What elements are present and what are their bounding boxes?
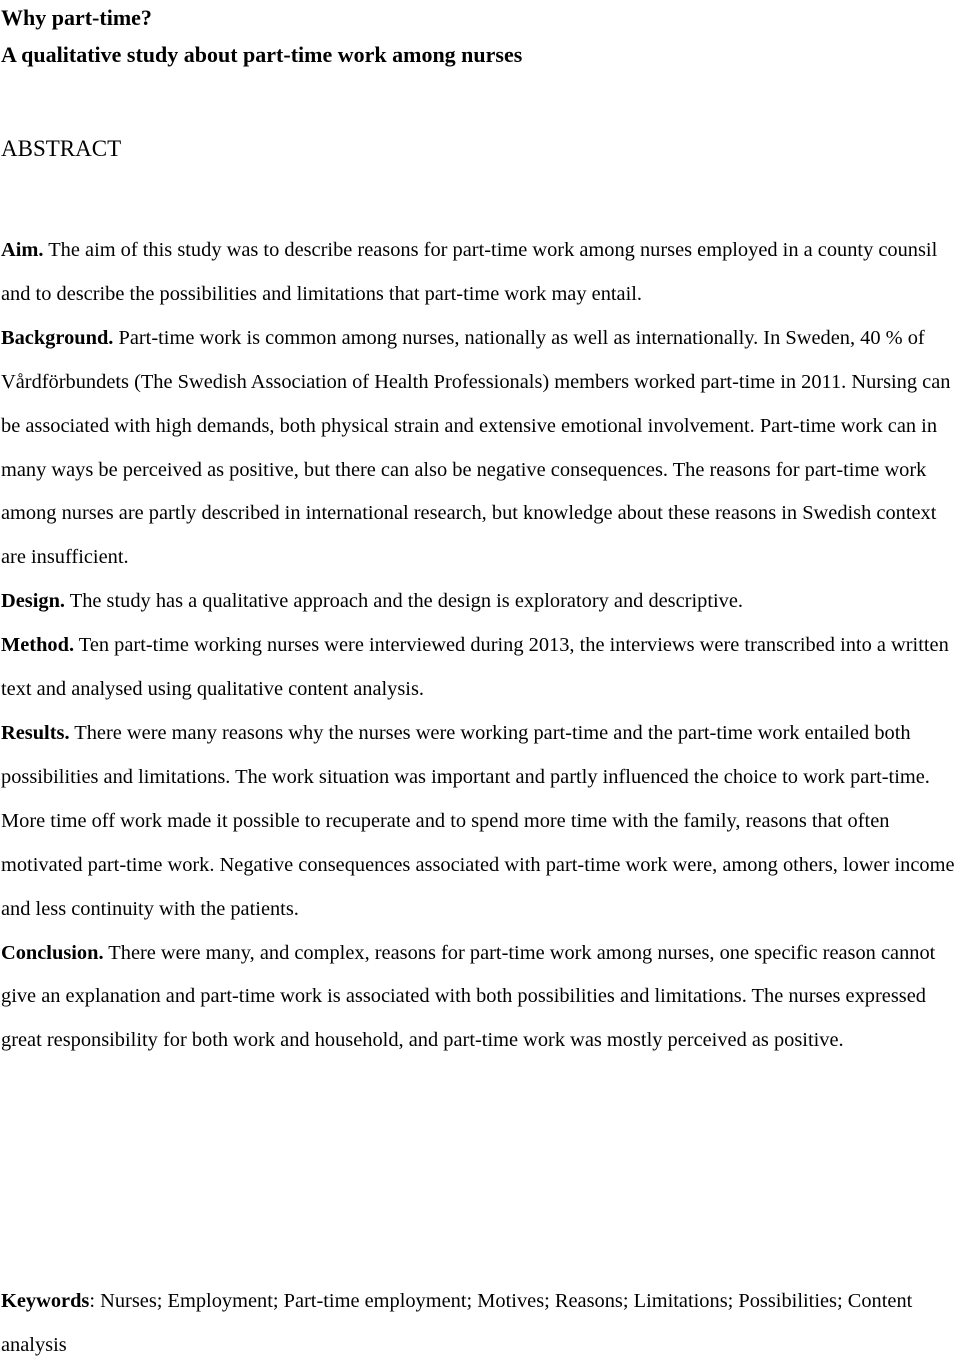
design-paragraph <box>1 580 959 624</box>
background-text: Part-time work is common among nurses, nationally as well as internationally. In Sweden, 40 % of Vårdförbundets (The Swedish Association of Health Professionals) members worked part-time in 2011. Nursing can be associated with high demands, both physical strain and extensive emotional involvement. Part-time work can in many ways be perceived as positive, but there can also be negative consequences. The reasons for part-time work among nurses are partly described in international research, but knowledge about these reasons in Swedish context are insufficient. <box>1 326 951 569</box>
background-paragraph <box>1 317 959 580</box>
background-label: Background. <box>1 326 114 349</box>
keywords-paragraph <box>1 1280 959 1368</box>
method-text: Ten part-time working nurses were interviewed during 2013, the interviews were transcribed into a written text and analysed using qualitative content analysis. <box>1 634 949 701</box>
keywords-label: Keywords <box>1 1290 90 1312</box>
conclusion-label: Conclusion. <box>1 941 104 964</box>
method-paragraph <box>1 624 959 712</box>
abstract-body <box>1 229 959 1063</box>
design-label: Design. <box>1 590 66 613</box>
title-question: Why part-time? <box>1 5 152 30</box>
conclusion-paragraph <box>1 932 959 1064</box>
abstract-heading: ABSTRACT <box>1 136 122 161</box>
aim-text: The aim of this study was to describe reasons for part-time work among nurses employed in a county counsil and to describe the possibilities and limitations that part-time work may entail. <box>1 239 938 305</box>
results-text: There were many reasons why the nurses were working part-time and the part-time work entailed both possibilities and limitations. The work situation was important and partly influenced the choice to work part-time. More time off work made it possible to recuperate and to spend more time with the family, reasons that often motivated part-time work. Negative consequences associated with part-time work were, among others, lower income and less continuity with the patients. <box>1 721 955 920</box>
method-label: Method. <box>1 634 75 657</box>
results-label: Results. <box>1 721 70 744</box>
aim-paragraph <box>1 229 959 317</box>
keywords-text: : Nurses; Employment; Part-time employment; Motives; Reasons; Limitations; Possibilities; Content analysis <box>1 1290 913 1356</box>
design-text: The study has a qualitative approach and the design is exploratory and descriptive. <box>65 590 743 613</box>
results-paragraph <box>1 712 959 932</box>
aim-label: Aim. <box>1 239 44 261</box>
conclusion-text: There were many, and complex, reasons for part-time work among nurses, one specific reason cannot give an explanation and part-time work is associated with both possibilities and limitations. The nurses expressed great responsibility for both work and household, and part-time work was mostly perceived as positive. <box>1 941 936 1052</box>
title-subtitle: A qualitative study about part-time work among nurses <box>1 42 523 67</box>
